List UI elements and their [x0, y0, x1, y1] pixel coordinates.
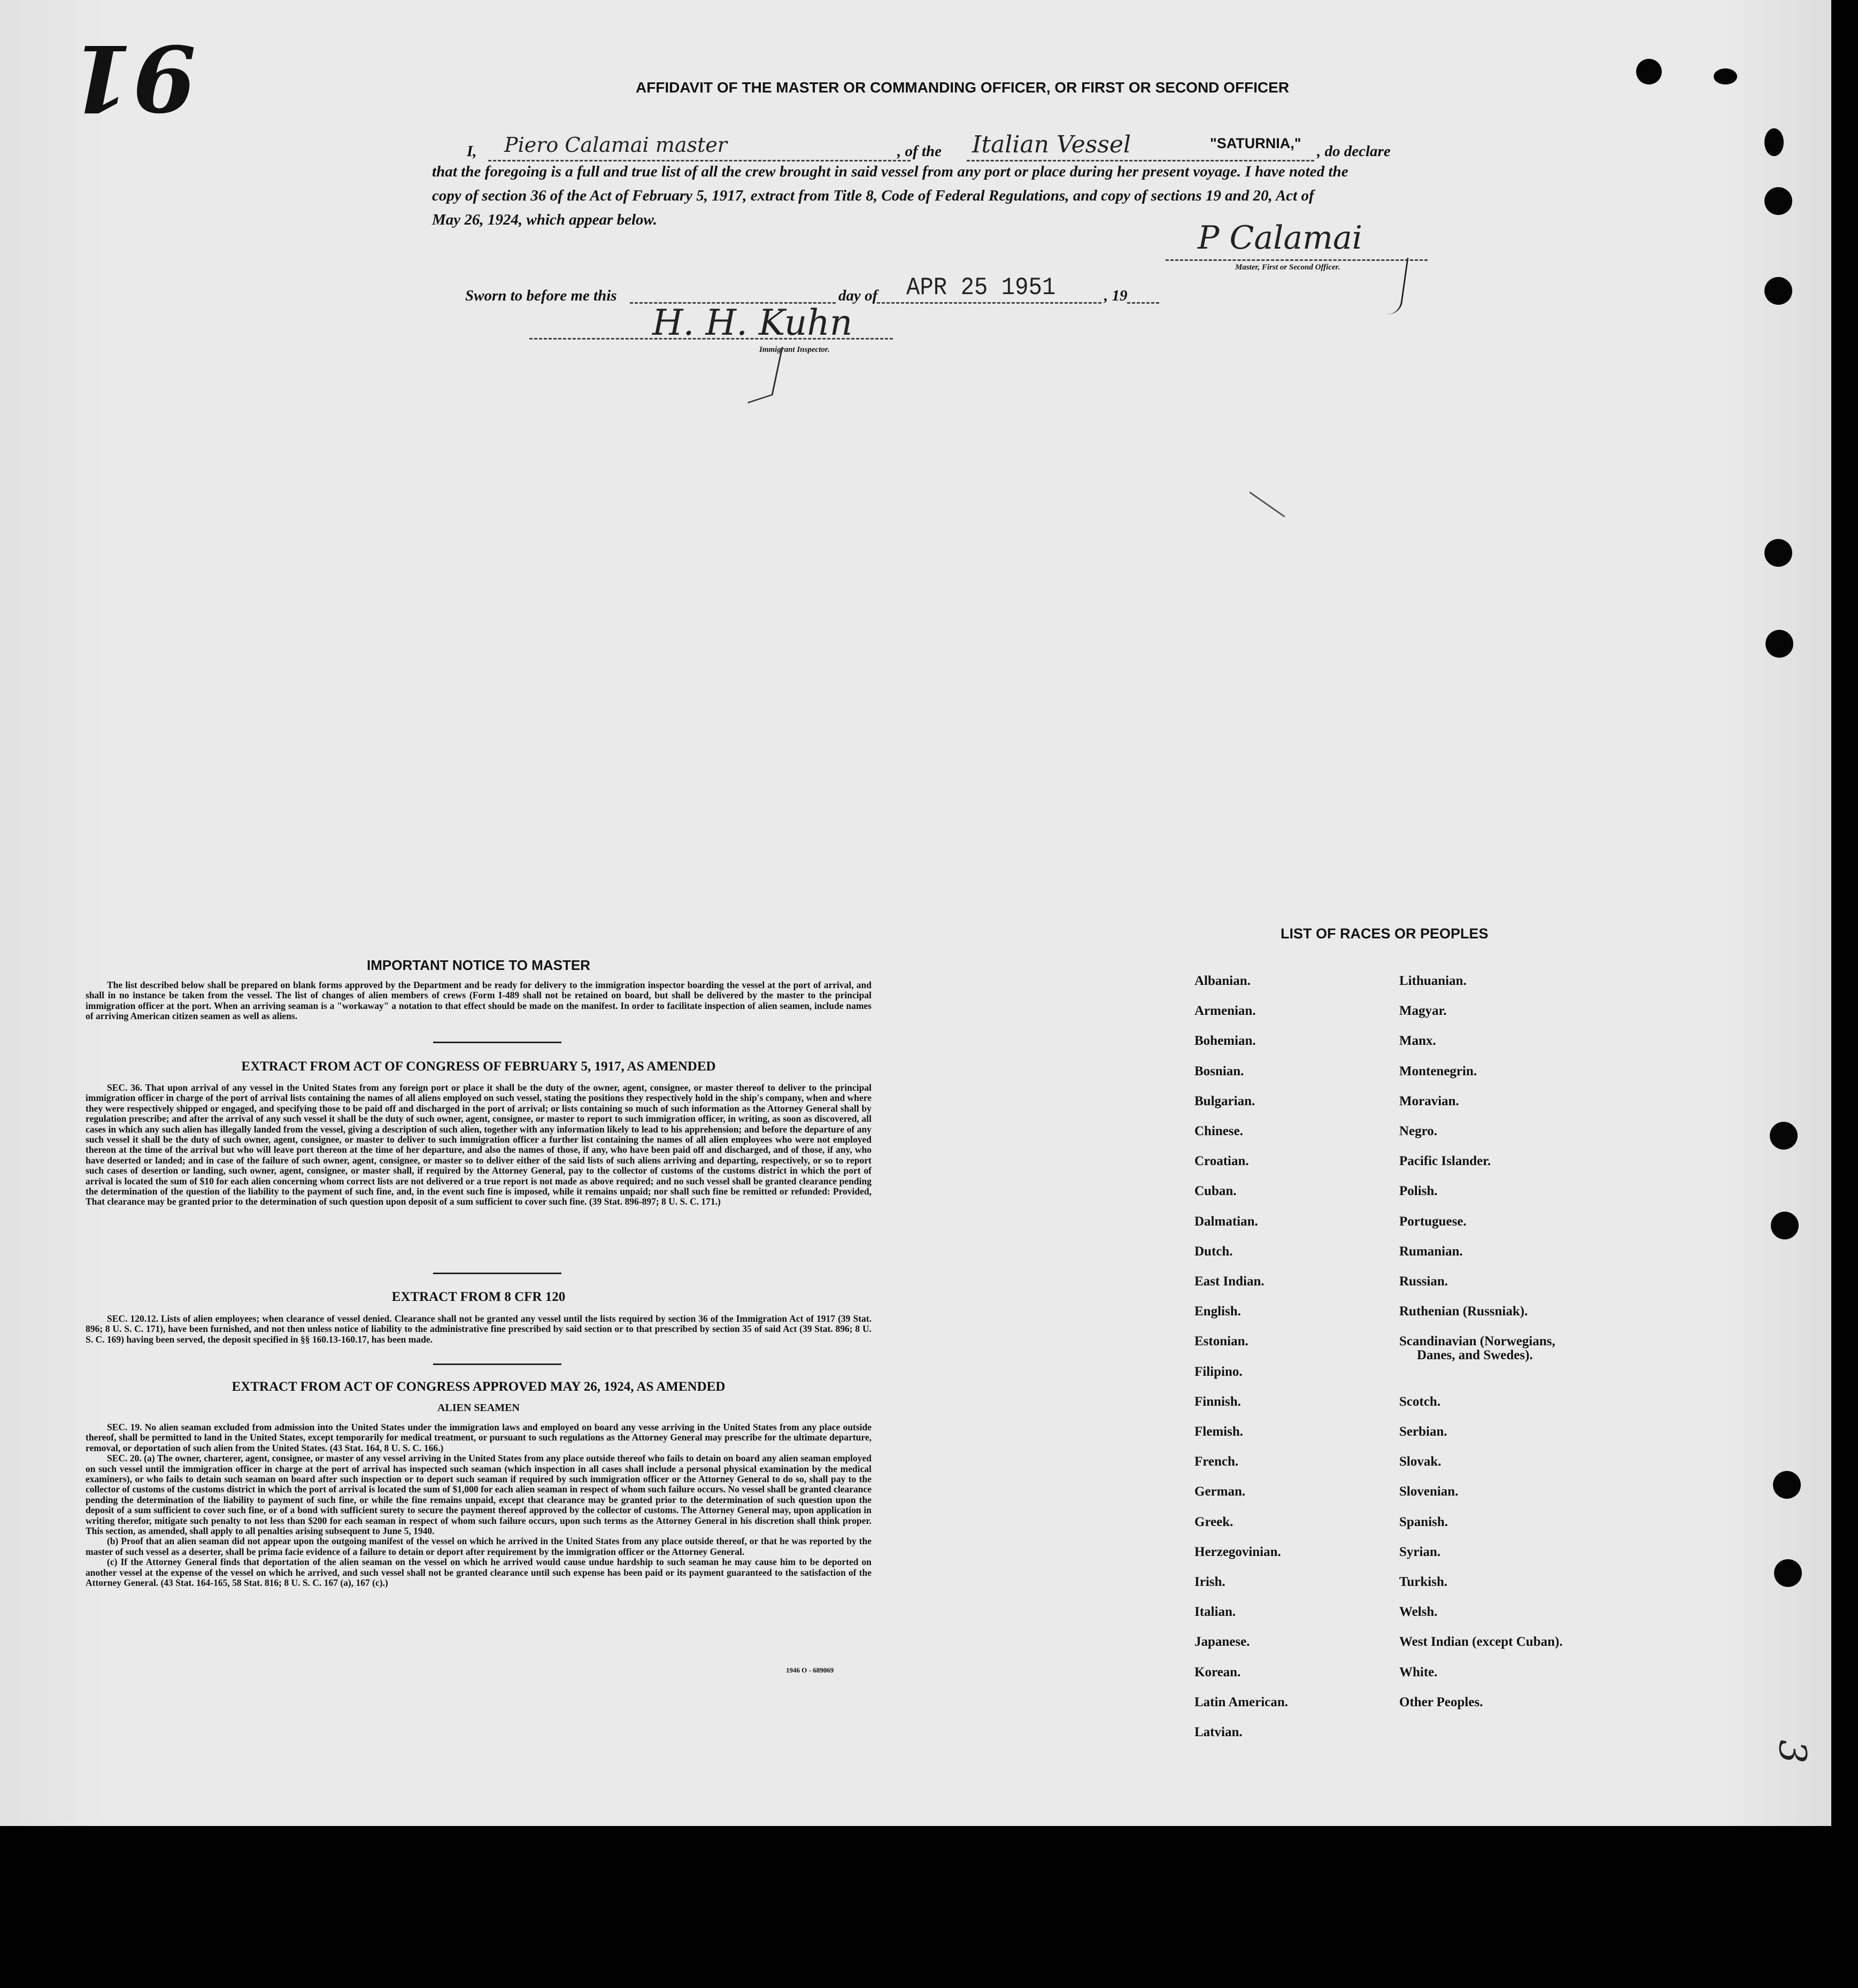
race-item: Pacific Islander.: [1399, 1154, 1491, 1169]
race-item: Syrian.: [1399, 1544, 1441, 1559]
extract-cfr-body: [86, 1314, 872, 1345]
punch-hole: [1771, 1212, 1799, 1239]
race-item: West Indian (except Cuban).: [1399, 1635, 1563, 1650]
year-field: [1127, 291, 1159, 304]
race-item: Danes, and Swedes).: [1417, 1348, 1533, 1363]
race-item: Rumanian.: [1399, 1244, 1463, 1259]
race-item: Japanese.: [1194, 1635, 1250, 1650]
race-item: Lithuanian.: [1399, 974, 1467, 988]
notice-paragraph: The list described below shall be prepared on blank forms approved by the Department and be ready for delivery to the immigration inspector boarding the vessel at the port of arrival, and shall in no instance be taken from the vessel. The list of changes of alien members of crews (Form I-489 shall not be retained on board, but shall be delivered by the master to the principal immigration officer at the port. When an arriving seaman is a "workaway" a notation to that effect should be made on the manifest. In order to facilitate inspection of alien seamen, include names of arriving American citizen seamen as well as aliens.: [86, 980, 872, 1022]
extract-cfr-title: EXTRACT FROM 8 CFR 120: [391, 1290, 566, 1304]
year-prefix: , 19: [1104, 287, 1128, 304]
race-item: Armenian.: [1194, 1004, 1256, 1019]
race-item: Other Peoples.: [1399, 1694, 1483, 1709]
punch-hole: [1764, 277, 1792, 305]
inspector-signature-line: [529, 333, 893, 340]
punch-hole: [1764, 187, 1792, 215]
vessel-name: "SATURNIA,": [1210, 135, 1301, 151]
race-item: Greek.: [1194, 1514, 1233, 1529]
race-item: English.: [1194, 1304, 1241, 1319]
notice-body: [86, 980, 872, 1022]
punch-hole: [1714, 68, 1737, 84]
nationality-handwriting: Italian Vessel: [972, 131, 1131, 158]
inspector-signature: H. H. Kuhn: [652, 302, 853, 343]
race-item: Russian.: [1399, 1274, 1448, 1289]
day-of-label: day of: [838, 287, 878, 304]
corner-number: 91: [70, 24, 196, 131]
punch-hole: [1770, 1122, 1798, 1150]
race-item: Bohemian.: [1194, 1034, 1256, 1049]
race-item: Slovenian.: [1399, 1484, 1459, 1499]
race-item: Ruthenian (Russniak).: [1399, 1304, 1528, 1319]
affidavit-title: AFFIDAVIT OF THE MASTER OR COMMANDING OFFICER, OR FIRST OR SECOND OFFICER: [635, 79, 1290, 96]
master-signature-line: [1166, 254, 1428, 261]
race-item: Irish.: [1194, 1575, 1225, 1589]
date-stamp: APR 25 1951: [906, 274, 1056, 302]
affidavit-line1: [432, 131, 1432, 163]
extract-1924-title: EXTRACT FROM ACT OF CONGRESS APPROVED MAY 26, 1924, AS AMENDED: [232, 1380, 726, 1394]
race-item: Manx.: [1399, 1034, 1436, 1049]
race-item: Estonian.: [1194, 1334, 1248, 1349]
race-item: Dutch.: [1194, 1244, 1233, 1259]
label-i: I,: [467, 143, 477, 160]
race-item: Dalmatian.: [1194, 1214, 1258, 1229]
label-of-the: , of the: [897, 143, 942, 160]
race-item: Slovak.: [1399, 1454, 1441, 1469]
race-item: Italian.: [1194, 1605, 1236, 1620]
extract-1924-paragraph: SEC. 20. (a) The owner, charterer, agent, consignee, or master of any vessel arriving in the United States from any place outside thereof who fails to detain on board any alien seaman employed on such vessel until the immigration officer in charge at the port of arrival has inspected such seaman (which inspection in all cases shall include a personal physical examination by the medical examiners), or who fails to detain such seaman on board after such inspection or to deport such seaman if required by such immigration officer or the Attorney General to do so, shall pay to the collector of customs of the customs district in which the port of arrival is located the sum of $1,000 for each alien seaman in respect of whom such failure occurs. No vessel shall be granted clearance pending the determination of the liability to payment of such fine, or while the fine remains unpaid, except that clearance may be granted prior to the determination of such question upon the deposit of a sum sufficient to cover such fine, or of a bond with sufficient surety to secure the payment thereof approved by the collector of customs. The Attorney General may, upon application in writing therefor, mitigate such penalty to not less than $200 for each seaman in respect of whom such failure occurs, upon such terms as the Attorney General in his discretion shall think proper. This section, as amended, shall apply to all penalties arising subsequent to June 5, 1940.: [86, 1453, 872, 1537]
races-title: LIST OF RACES OR PEOPLES: [1281, 926, 1489, 942]
race-item: Chinese.: [1194, 1124, 1243, 1138]
master-signature-caption: Master, First or Second Officer.: [1235, 263, 1340, 272]
race-item: Cuban.: [1194, 1184, 1237, 1199]
race-item: German.: [1194, 1484, 1246, 1499]
punch-hole: [1766, 630, 1793, 658]
margin-mark: 3: [1770, 1739, 1815, 1764]
extract-1924-subtitle: ALIEN SEAMEN: [437, 1402, 520, 1414]
label-do-declare: , do declare: [1317, 143, 1391, 160]
race-item: French.: [1194, 1454, 1239, 1469]
race-item: Herzegovinian.: [1194, 1544, 1281, 1559]
inspector-check-mark: [747, 346, 783, 403]
extract-1924-body: [86, 1422, 872, 1589]
race-item: Latin American.: [1194, 1694, 1288, 1709]
sworn-label: Sworn to before me this: [465, 287, 617, 304]
extract-1917-paragraph: SEC. 36. That upon arrival of any vessel in the United States from any foreign port or place it shall be the duty of the owner, agent, consignee, or master thereof to deliver to the principal immigration officer in charge of the port of arrival lists containing the names of all aliens employed on such vessel, stating the positions they respectively hold in the ship's company, when and where they were respectively shipped or engaged, and specifying those to be paid off and discharged in the port of arrival; or lists containing so much of such information as the Attorney General shall by regulation prescribe; and after the arrival of any such vessel it shall be the duty of such owner, agent, consignee, or master to report to such immigration officer, in writing, as soon as discovered, all cases in which any such alien has illegally landed from the vessel, giving a description of such alien, together with any information likely to lead to his apprehension; and before the departure of any such vessel it shall be the duty of such owner, agent, consignee, or master to deliver to such immigration officer a further list containing the names of all alien employees who were not employed thereon at the time of the arrival but who will leave port thereon at the time of her departure, and also the names of those, if any, who have been paid off and discharged, and of those, if any, who have deserted or landed; and in case of the failure of such owner, agent, consignee, or master so to deliver either of the said lists of such aliens arriving and departing, respectively, or so to report such cases of desertion or landing, such owner, agent, consignee, or master shall, if required by the Attorney General, pay to the collector of customs of the customs district in which the port of arrival is located the sum of $10 for each alien concerning whom correct lists are not delivered or a true report is not made as above required; and no such vessel shall be granted clearance pending the determination of the question of the liability to the payment of such fine, and, in the event such fine is imposed, while it remains unpaid; nor shall such fine be remitted or refunded: Provided, That clearance may be granted prior to the determination of such question upon deposit of a sum sufficient to cover such fine. (39 Stat. 896-897; 8 U. S. C. 171.): [86, 1082, 872, 1207]
divider: [433, 1042, 561, 1043]
master-signature: P Calamai: [1198, 219, 1362, 257]
punch-hole: [1764, 128, 1784, 156]
inspector-caption: Immigrant Inspector.: [759, 345, 830, 354]
print-code: 1946 O - 689069: [786, 1666, 834, 1674]
punch-hole: [1764, 539, 1792, 567]
race-item: Korean.: [1194, 1665, 1241, 1679]
punch-hole: [1773, 1471, 1801, 1499]
notice-title: IMPORTANT NOTICE TO MASTER: [367, 957, 590, 973]
race-item: Bulgarian.: [1194, 1093, 1255, 1108]
master-name-handwriting: Piero Calamai master: [504, 133, 727, 157]
stray-mark: [1249, 491, 1285, 517]
divider: [433, 1363, 561, 1365]
race-item: Negro.: [1399, 1124, 1438, 1138]
extract-1924-paragraph: (c) If the Attorney General finds that deportation of the alien seaman on the vessel on which he arrived would cause undue hardship to such seaman he may cause him to be deported on another vessel at the expense of the vessel on which he arrived, and such vessel shall not be granted clearance until such expense has been paid or its payment guaranteed to the satisfaction of the Attorney General. (43 Stat. 164-165, 58 Stat. 816; 8 U. S. C. 167 (a), 167 (c).): [86, 1557, 872, 1589]
race-item: Turkish.: [1399, 1575, 1448, 1589]
affidavit-line4: May 26, 1924, which appear below.: [432, 211, 658, 228]
affidavit-line3: copy of section 36 of the Act of February 5, 1917, extract from Title 8, Code of Federal Regulations, and copy of sections 19 and 20, Act of: [432, 187, 1314, 204]
race-item: Polish.: [1399, 1184, 1438, 1199]
race-item: Montenegrin.: [1399, 1064, 1477, 1078]
punch-hole: [1636, 59, 1662, 84]
race-item: Serbian.: [1399, 1424, 1447, 1439]
punch-hole: [1774, 1559, 1802, 1587]
affidavit-line2: that the foregoing is a full and true list of all the crew brought in said vessel from any port or place during her present voyage. I have noted the: [432, 163, 1348, 180]
extract-cfr-paragraph: SEC. 120.12. Lists of alien employees; when clearance of vessel denied. Clearance shall not be granted any vessel until the lists required by section 36 of the Immigration Act of 1917 (39 Stat. 896; 8 U. S. C. 171), have been furnished, and not then unless notice of liability to the administrative fine prescribed by said section or to that prescribed by section 35 of said Act (39 Stat. 896; 8 U. S. C. 169) having been served, the deposit specified in §§ 160.13-160.17, has been made.: [86, 1313, 872, 1345]
race-item: Moravian.: [1399, 1093, 1459, 1108]
race-item: East Indian.: [1194, 1274, 1265, 1289]
race-item: Croatian.: [1194, 1154, 1249, 1169]
race-item: Albanian.: [1194, 974, 1251, 988]
race-item: White.: [1399, 1665, 1438, 1679]
race-item: Filipino.: [1194, 1364, 1243, 1379]
race-item: Spanish.: [1399, 1514, 1448, 1529]
extract-1924-paragraph: SEC. 19. No alien seaman excluded from admission into the United States under the immigration laws and employed on board any vesse arriving in the United States from any place outside thereof, shall be permitted to land in the United States, except temporarily for medical treatment, or pursuant to such regulations as the Attorney General may prescribe for the ultimate departure, removal, or deportation of such alien from the United States. (43 Stat. 164, 8 U. S. C. 166.): [86, 1422, 872, 1453]
extract-1917-body: [86, 1083, 872, 1207]
race-item: Magyar.: [1399, 1004, 1447, 1019]
race-item: Scandinavian (Norwegians,: [1399, 1334, 1555, 1349]
race-item: Latvian.: [1194, 1725, 1243, 1739]
extract-1924-paragraph: (b) Proof that an alien seaman did not appear upon the outgoing manifest of the vessel on which he arrived in the United States from any place outside thereof, or that he was reported by the master of such vessel as a deserter, shall be prima facie evidence of a failure to detain or deport after requirement by the immigration officer or the Attorney General.: [86, 1536, 872, 1557]
race-item: Bosnian.: [1194, 1064, 1244, 1078]
race-item: Flemish.: [1194, 1424, 1243, 1439]
race-item: Welsh.: [1399, 1605, 1438, 1620]
extract-1917-title: EXTRACT FROM ACT OF CONGRESS OF FEBRUARY 5, 1917, AS AMENDED: [241, 1059, 716, 1074]
race-item: Portuguese.: [1399, 1214, 1467, 1229]
divider: [433, 1273, 561, 1274]
race-item: Scotch.: [1399, 1394, 1441, 1409]
race-item: Finnish.: [1194, 1394, 1241, 1409]
signature-flourish: [1386, 256, 1408, 317]
